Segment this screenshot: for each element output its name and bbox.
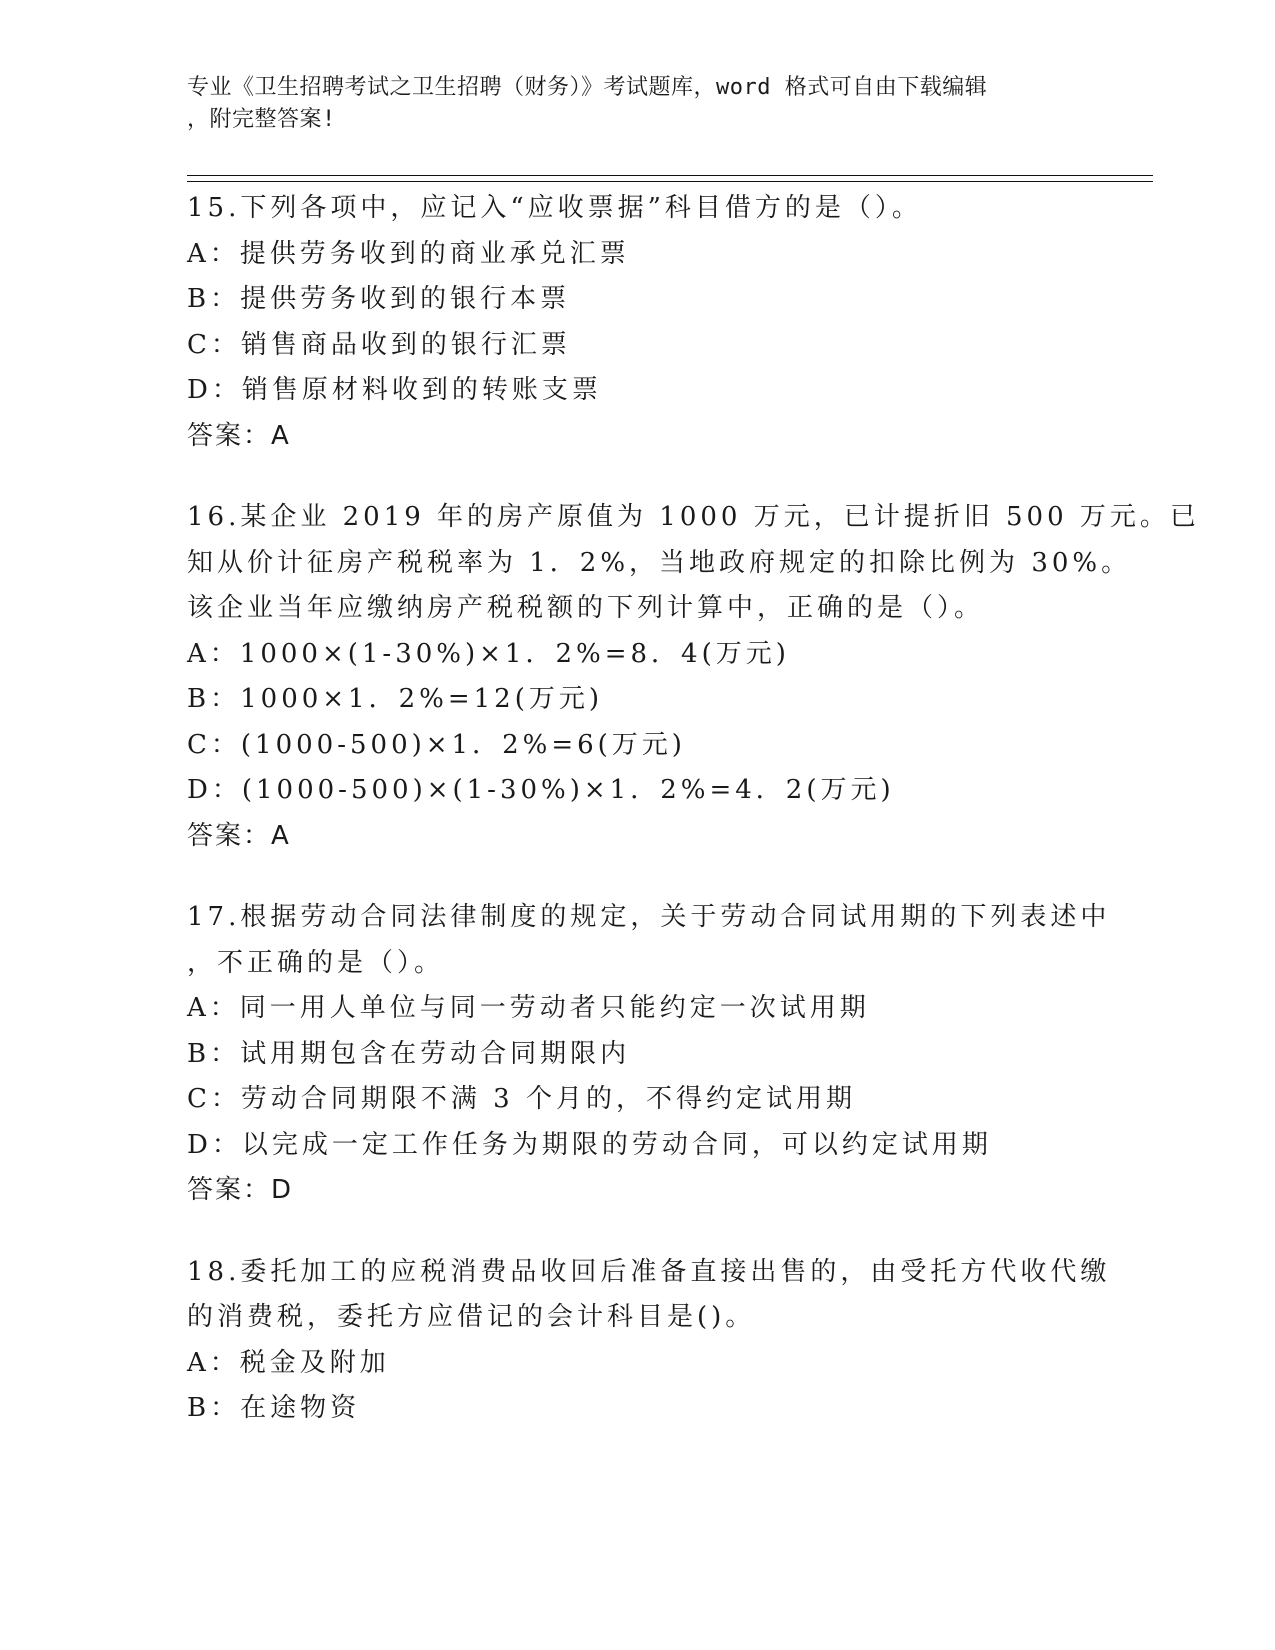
question-stem: 15.下列各项中，应记入“应收票据”科目借方的是（）。: [187, 193, 922, 223]
question-stem: 16.某企业 2019 年的房产原值为 1000 万元，已计提折旧 500 万元。已: [187, 502, 1200, 532]
option-a: A：提供劳务收到的商业承兑汇票: [187, 238, 630, 269]
question-18: [187, 1250, 1111, 1432]
header-divider-bottom: [187, 181, 1153, 182]
question-16: [187, 495, 1200, 859]
option-c: C：劳动合同期限不满 3 个月的，不得约定试用期: [187, 1084, 856, 1114]
question-stem: 18.委托加工的应税消费品收回后准备直接出售的，由受托方代收代缴: [187, 1256, 1111, 1287]
question-17: [187, 895, 1111, 1214]
question-stem: 知从价计征房产税税率为 1．2%，当地政府规定的扣除比例为 30%。: [187, 547, 1132, 578]
question-stem: 17.根据劳动合同法律制度的规定，关于劳动合同试用期的下列表述中: [187, 902, 1111, 932]
option-b: B：在途物资: [187, 1393, 361, 1423]
header-line-1: 专业《卫生招聘考试之卫生招聘（财务）》考试题库，word 格式可自由下载编辑: [187, 75, 988, 100]
question-15: [187, 186, 1087, 459]
answer-line: 答案：A: [187, 420, 291, 451]
question-stem: 的消费税，委托方应借记的会计科目是()。: [187, 1302, 756, 1332]
option-c: C：销售商品收到的银行汇票: [187, 329, 571, 360]
question-stem: ，不正确的是（）。: [187, 947, 445, 978]
option-a: A：同一用人单位与同一劳动者只能约定一次试用期: [187, 993, 870, 1023]
document-header: [187, 72, 1067, 136]
option-b: B：1000×1．2%=12(万元): [187, 684, 604, 714]
answer-line: 答案：D: [187, 1175, 294, 1205]
option-d: D：销售原材料收到的转账支票: [187, 375, 602, 405]
option-d: D：(1000-500)×(1-30%)×1．2%=4．2(万元): [187, 775, 895, 805]
answer-line: 答案：A: [187, 820, 291, 851]
option-c: C：(1000-500)×1．2%=6(万元): [187, 729, 686, 760]
option-b: B：提供劳务收到的银行本票: [187, 284, 571, 314]
option-a: A：税金及附加: [187, 1347, 390, 1378]
option-b: B：试用期包含在劳动合同期限内: [187, 1038, 631, 1069]
header-divider-top: [187, 175, 1153, 176]
option-a: A：1000×(1-30%)×1．2%=8．4(万元): [187, 638, 790, 669]
question-list: [187, 186, 1200, 1468]
option-d: D：以完成一定工作任务为期限的劳动合同，可以约定试用期: [187, 1129, 992, 1160]
header-line-2: ，附完整答案!: [187, 107, 336, 132]
question-stem: 该企业当年应缴纳房产税税额的下列计算中，正确的是（）。: [187, 593, 985, 623]
